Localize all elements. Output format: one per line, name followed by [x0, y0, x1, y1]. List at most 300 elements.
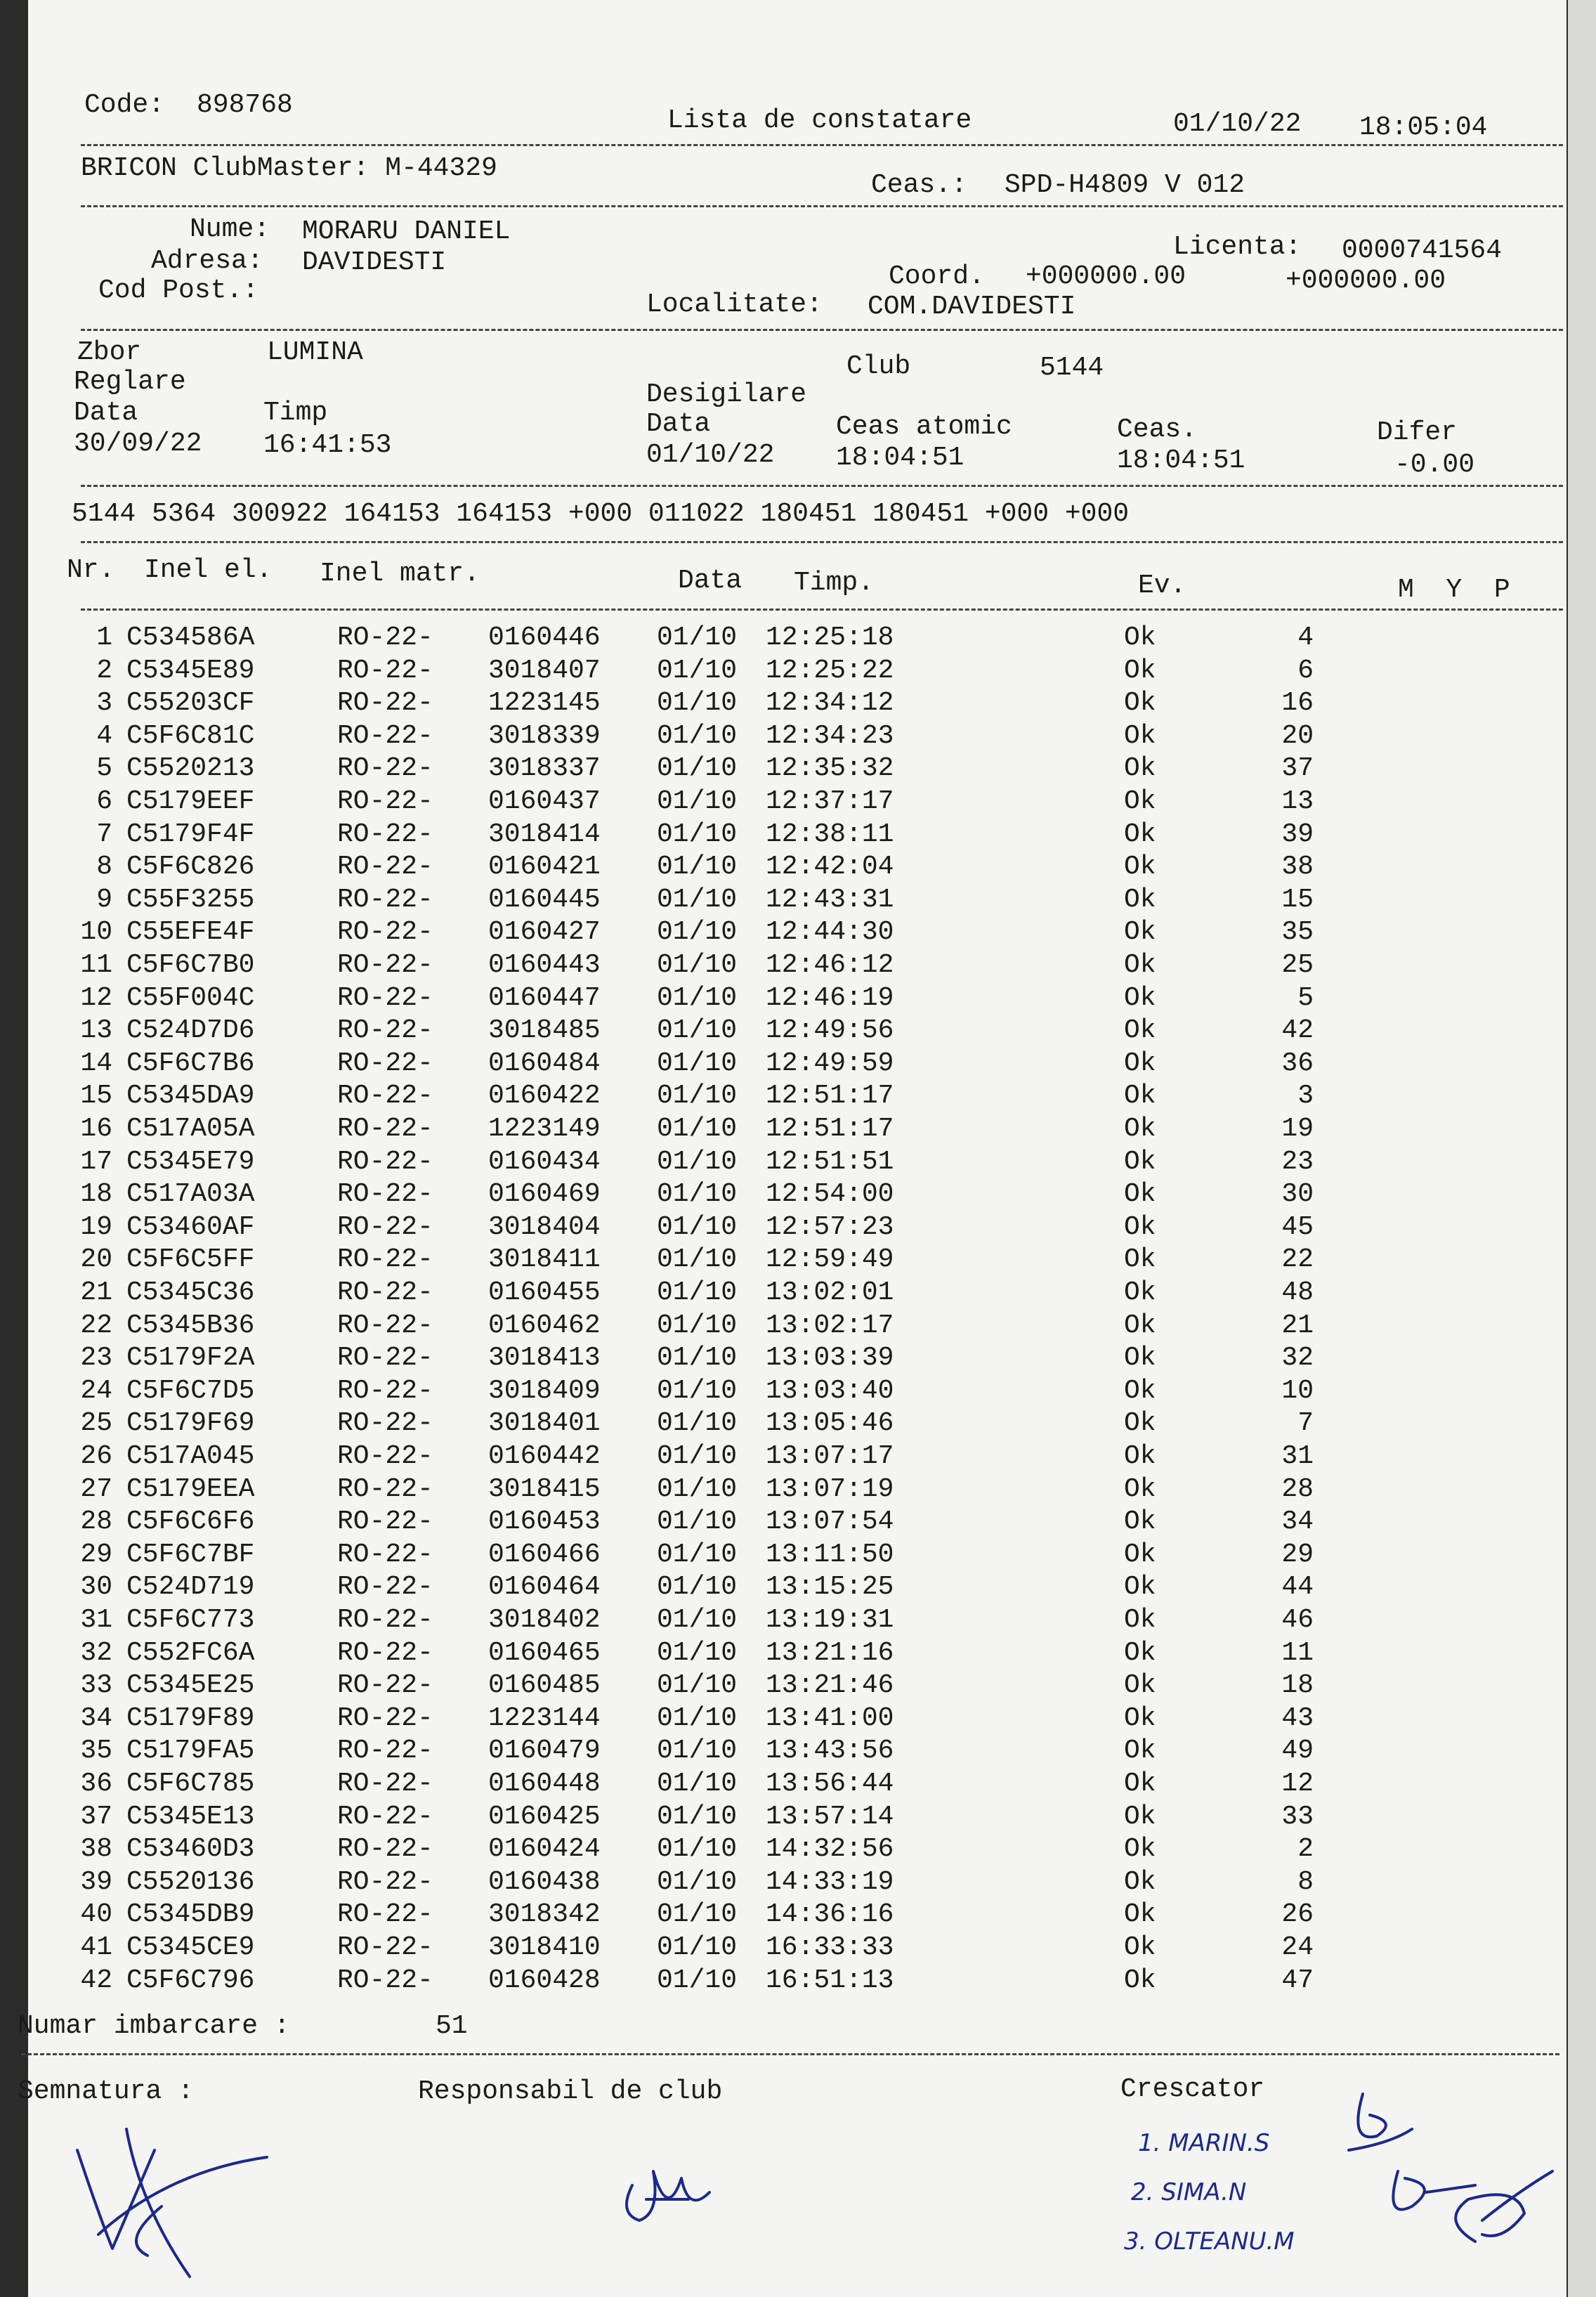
code-label: Code: [84, 90, 165, 120]
row-number: 23 [80, 1343, 112, 1374]
row-number: 29 [80, 1539, 112, 1570]
electronic-ring: C5F6C7BF [126, 1539, 255, 1570]
event-status: Ok [1124, 1473, 1156, 1504]
table-row [28, 851, 1566, 883]
ring-prefix: RO-22- [337, 1441, 433, 1471]
row-number: 21 [80, 1277, 112, 1308]
reglare-timp-label: Timp [263, 398, 328, 428]
position: 42 [1281, 1015, 1314, 1046]
table-row [28, 884, 1566, 916]
arrival-date: 01/10 [657, 982, 738, 1013]
arrival-time: 12:34:12 [766, 688, 894, 719]
arrival-date: 01/10 [657, 1244, 738, 1275]
electronic-ring: C5F6C7D5 [126, 1375, 255, 1406]
arrival-time: 13:56:44 [766, 1769, 894, 1799]
row-number: 41 [80, 1932, 112, 1963]
event-status: Ok [1124, 1736, 1156, 1766]
position: 3 [1297, 1081, 1314, 1112]
table-row [28, 819, 1566, 851]
position: 18 [1281, 1670, 1314, 1701]
electronic-ring: C5520136 [126, 1866, 255, 1897]
ring-number: 0160447 [488, 982, 601, 1013]
ring-number: 3018411 [488, 1244, 601, 1275]
event-status: Ok [1124, 1048, 1156, 1079]
arrival-date: 01/10 [657, 884, 738, 915]
position: 43 [1281, 1703, 1314, 1733]
ring-number: 0160422 [488, 1081, 601, 1112]
arrival-date: 01/10 [657, 1507, 738, 1537]
row-number: 10 [80, 917, 112, 948]
position: 22 [1281, 1244, 1314, 1275]
electronic-ring: C5F6C773 [126, 1605, 255, 1635]
event-status: Ok [1124, 1244, 1156, 1275]
position: 26 [1281, 1899, 1314, 1930]
ring-number: 0160453 [488, 1507, 601, 1537]
arrival-date: 01/10 [657, 1015, 738, 1046]
electronic-ring: C5F6C796 [126, 1965, 255, 1996]
arrival-time: 12:25:22 [766, 655, 894, 686]
table-row [28, 982, 1566, 1015]
ring-prefix: RO-22- [337, 1769, 433, 1799]
table-row [28, 1342, 1566, 1374]
ring-prefix: RO-22- [337, 982, 433, 1013]
position: 7 [1297, 1408, 1314, 1439]
desigilare-date: 01/10/22 [646, 440, 775, 470]
ring-number: 0160484 [488, 1048, 601, 1079]
print-date: 01/10/22 [1173, 109, 1302, 139]
arrival-time: 12:54:00 [766, 1179, 894, 1210]
ring-prefix: RO-22- [337, 1277, 433, 1308]
row-number: 34 [80, 1703, 112, 1733]
electronic-ring: C517A045 [126, 1441, 255, 1471]
ring-prefix: RO-22- [337, 1048, 433, 1079]
arrival-time: 13:43:56 [766, 1736, 894, 1766]
arrival-date: 01/10 [657, 1310, 738, 1341]
arrival-date: 01/10 [657, 1801, 738, 1832]
ring-prefix: RO-22- [337, 1146, 433, 1177]
column-header-ev: Ev. [1138, 571, 1186, 601]
position: 44 [1281, 1572, 1314, 1603]
ring-prefix: RO-22- [337, 1605, 433, 1635]
row-number: 28 [80, 1507, 112, 1537]
position: 47 [1281, 1965, 1314, 1996]
table-row [28, 1113, 1566, 1145]
arrival-time: 13:11:50 [766, 1539, 894, 1570]
arrival-time: 13:21:16 [766, 1637, 894, 1668]
ring-number: 0160448 [488, 1769, 601, 1799]
electronic-ring: C5345E79 [126, 1146, 255, 1177]
table-row [28, 1539, 1566, 1571]
system-info: BRICON ClubMaster: M-44329 [81, 153, 497, 183]
ring-number: 3018404 [488, 1211, 601, 1242]
electronic-ring: C517A03A [126, 1179, 255, 1210]
ring-number: 3018485 [488, 1015, 601, 1046]
ring-prefix: RO-22- [337, 655, 433, 686]
row-number: 24 [80, 1375, 112, 1406]
electronic-ring: C5345C36 [126, 1277, 255, 1308]
arrival-date: 01/10 [657, 1408, 738, 1439]
electronic-ring: C5345E89 [126, 655, 255, 686]
name-label: Nume: [190, 214, 270, 245]
ring-prefix: RO-22- [337, 917, 433, 948]
table-row [28, 1407, 1566, 1440]
ring-number: 3018415 [488, 1473, 601, 1504]
ring-prefix: RO-22- [337, 623, 433, 653]
table-row [28, 1571, 1566, 1603]
event-status: Ok [1124, 1866, 1156, 1897]
position: 29 [1281, 1539, 1314, 1570]
boarding-count: 51 [436, 2011, 468, 2041]
table-row [28, 1277, 1566, 1309]
row-number: 31 [80, 1605, 112, 1635]
arrival-time: 14:36:16 [766, 1899, 894, 1930]
electronic-ring: C55F3255 [126, 884, 255, 915]
ring-number: 1223145 [488, 688, 601, 719]
position: 32 [1281, 1343, 1314, 1374]
table-row [28, 1440, 1566, 1473]
signature-mark [56, 2108, 281, 2291]
arrival-time: 13:57:14 [766, 1801, 894, 1832]
position: 19 [1281, 1114, 1314, 1144]
arrival-date: 01/10 [657, 1048, 738, 1079]
arrival-time: 12:51:51 [766, 1146, 894, 1177]
electronic-ring: C55F004C [126, 982, 255, 1013]
club-value: 5144 [1040, 353, 1104, 383]
row-number: 22 [80, 1310, 112, 1341]
arrival-date: 01/10 [657, 720, 738, 751]
arrival-time: 12:46:19 [766, 982, 894, 1013]
electronic-ring: C517A05A [126, 1114, 255, 1144]
event-status: Ok [1124, 852, 1156, 883]
ceas-label: Ceas. [1117, 415, 1198, 445]
arrival-date: 01/10 [657, 819, 738, 850]
electronic-ring: C5179EEA [126, 1473, 255, 1504]
row-number: 8 [96, 852, 112, 883]
arrival-date: 01/10 [657, 1834, 738, 1865]
ring-prefix: RO-22- [337, 884, 433, 915]
event-status: Ok [1124, 1899, 1156, 1930]
table-row [28, 1932, 1566, 1964]
electronic-ring: C524D719 [126, 1572, 255, 1603]
event-status: Ok [1124, 819, 1156, 850]
table-row [28, 1637, 1566, 1670]
row-number: 20 [80, 1244, 112, 1275]
ring-prefix: RO-22- [337, 1244, 433, 1275]
reglare-date: 30/09/22 [74, 429, 202, 459]
ring-prefix: RO-22- [337, 1015, 433, 1046]
position: 48 [1281, 1277, 1314, 1308]
position: 2 [1297, 1834, 1314, 1865]
ring-number: 3018409 [488, 1375, 601, 1406]
electronic-ring: C5F6C785 [126, 1769, 255, 1799]
electronic-ring: C5345E25 [126, 1670, 255, 1701]
event-status: Ok [1124, 950, 1156, 980]
ring-number: 1223149 [488, 1114, 601, 1144]
electronic-ring: C5179F89 [126, 1703, 255, 1733]
row-number: 14 [80, 1048, 112, 1079]
position: 20 [1281, 720, 1314, 751]
column-header-data: Data [678, 566, 743, 596]
ring-prefix: RO-22- [337, 720, 433, 751]
row-number: 4 [96, 720, 112, 751]
event-status: Ok [1124, 1114, 1156, 1144]
ring-prefix: RO-22- [337, 1637, 433, 1668]
ring-number: 0160445 [488, 884, 601, 915]
ring-prefix: RO-22- [337, 1834, 433, 1865]
row-number: 30 [80, 1572, 112, 1603]
event-status: Ok [1124, 1081, 1156, 1112]
signature-label: Semnatura : [18, 2076, 194, 2107]
ring-number: 1223144 [488, 1703, 601, 1733]
position: 37 [1281, 753, 1314, 784]
row-number: 18 [80, 1179, 112, 1210]
table-row [28, 1833, 1566, 1866]
arrival-time: 13:07:19 [766, 1473, 894, 1504]
electronic-ring: C5F6C7B6 [126, 1048, 255, 1079]
column-header-inel-matr: Inel matr. [320, 559, 480, 589]
arrival-time: 12:34:23 [766, 720, 894, 751]
ring-number: 0160462 [488, 1310, 601, 1341]
electronic-ring: C534586A [126, 623, 255, 653]
event-status: Ok [1124, 1965, 1156, 1996]
table-row [28, 949, 1566, 982]
ring-number: 0160455 [488, 1277, 601, 1308]
event-status: Ok [1124, 982, 1156, 1013]
ring-number: 0160479 [488, 1736, 601, 1766]
divider [81, 485, 1563, 487]
position: 31 [1281, 1441, 1314, 1471]
address-label: Adresa: [151, 246, 263, 276]
arrival-date: 01/10 [657, 1670, 738, 1701]
ring-number: 3018342 [488, 1899, 601, 1930]
club-label: Club [846, 351, 911, 382]
arrival-date: 01/10 [657, 1277, 738, 1308]
position: 30 [1281, 1179, 1314, 1210]
position: 25 [1281, 950, 1314, 980]
arrival-date: 01/10 [657, 655, 738, 686]
ring-number: 0160442 [488, 1441, 601, 1471]
witness-2: 2. SIMA.N [1131, 2178, 1247, 2206]
event-status: Ok [1124, 1179, 1156, 1210]
witness-3: 3. OLTEANU.M [1124, 2227, 1295, 2256]
arrival-time: 13:19:31 [766, 1605, 894, 1635]
reglare-data-label: Data [74, 398, 138, 428]
arrival-date: 01/10 [657, 623, 738, 653]
divider [81, 205, 1563, 207]
zbor-value: LUMINA [267, 337, 363, 367]
event-status: Ok [1124, 1441, 1156, 1471]
arrival-time: 16:51:13 [766, 1965, 894, 1996]
electronic-ring: C53460D3 [126, 1834, 255, 1865]
arrival-time: 12:59:49 [766, 1244, 894, 1275]
table-row [28, 1965, 1566, 1997]
table-row [28, 1670, 1566, 1702]
witness-1: 1. MARIN.S [1138, 2129, 1270, 2157]
boarding-label: Numar imbarcare : [18, 2011, 290, 2041]
ceas-atomic-value: 18:04:51 [836, 443, 964, 473]
ring-prefix: RO-22- [337, 1965, 433, 1996]
row-number: 38 [80, 1834, 112, 1865]
table-row [28, 1310, 1566, 1342]
summary-line: 5144 5364 300922 164153 164153 +000 011022 180451 180451 +000 +000 [72, 499, 1130, 529]
position: 21 [1281, 1310, 1314, 1341]
ring-number: 0160437 [488, 786, 601, 816]
position: 16 [1281, 688, 1314, 719]
ring-prefix: RO-22- [337, 688, 433, 719]
ring-prefix: RO-22- [337, 1211, 433, 1242]
position: 12 [1281, 1769, 1314, 1799]
ring-number: 0160421 [488, 852, 601, 883]
row-number: 42 [80, 1965, 112, 1996]
event-status: Ok [1124, 1408, 1156, 1439]
arrival-date: 01/10 [657, 1637, 738, 1668]
arrival-date: 01/10 [657, 1343, 738, 1374]
event-status: Ok [1124, 1605, 1156, 1635]
divider [81, 541, 1563, 543]
row-number: 2 [96, 655, 112, 686]
event-status: Ok [1124, 1310, 1156, 1341]
table-row [28, 916, 1566, 949]
electronic-ring: C53460AF [126, 1211, 255, 1242]
electronic-ring: C5520213 [126, 753, 255, 784]
event-status: Ok [1124, 720, 1156, 751]
arrival-time: 13:03:40 [766, 1375, 894, 1406]
table-row [28, 1866, 1566, 1899]
event-status: Ok [1124, 1375, 1156, 1406]
arrival-time: 12:49:59 [766, 1048, 894, 1079]
table-row [28, 1604, 1566, 1636]
ring-number: 0160485 [488, 1670, 601, 1701]
row-number: 26 [80, 1441, 112, 1471]
postcode-label: Cod Post.: [98, 275, 259, 306]
arrival-time: 13:15:25 [766, 1572, 894, 1603]
clock-label: Ceas.: [871, 170, 967, 200]
arrival-time: 14:32:56 [766, 1834, 894, 1865]
electronic-ring: C5179EEF [126, 786, 255, 816]
column-header-timp: Timp. [794, 568, 875, 598]
arrival-time: 12:44:30 [766, 917, 894, 948]
event-status: Ok [1124, 623, 1156, 653]
ring-prefix: RO-22- [337, 950, 433, 980]
row-number: 32 [80, 1637, 112, 1668]
license-number: 0000741564 [1342, 235, 1503, 266]
arrival-time: 12:49:56 [766, 1015, 894, 1046]
club-responsible-signature [604, 2143, 731, 2241]
license-label: Licenta: [1173, 232, 1302, 262]
ring-number: 0160443 [488, 950, 601, 980]
position: 11 [1281, 1637, 1314, 1668]
event-status: Ok [1124, 917, 1156, 948]
ring-number: 3018407 [488, 655, 601, 686]
divider [81, 329, 1563, 331]
table-row [28, 687, 1566, 720]
position: 28 [1281, 1473, 1314, 1504]
desigilare-data-label: Data [646, 409, 711, 439]
event-status: Ok [1124, 1343, 1156, 1374]
event-status: Ok [1124, 1015, 1156, 1046]
row-number: 13 [80, 1015, 112, 1046]
position: 6 [1297, 655, 1314, 686]
ring-prefix: RO-22- [337, 1343, 433, 1374]
event-status: Ok [1124, 1211, 1156, 1242]
club-responsible-label: Responsabil de club [418, 2076, 723, 2107]
locality-label: Localitate: [646, 289, 823, 320]
table-row [28, 655, 1566, 687]
electronic-ring: C5F6C5FF [126, 1244, 255, 1275]
electronic-ring: C552FC6A [126, 1637, 255, 1668]
position: 35 [1281, 917, 1314, 948]
row-number: 19 [80, 1211, 112, 1242]
row-number: 33 [80, 1670, 112, 1701]
ceas-value: 18:04:51 [1117, 445, 1245, 476]
position: 45 [1281, 1211, 1314, 1242]
ring-prefix: RO-22- [337, 1670, 433, 1701]
ring-prefix: RO-22- [337, 753, 433, 784]
ring-prefix: RO-22- [337, 1866, 433, 1897]
arrival-time: 13:21:46 [766, 1670, 894, 1701]
ring-number: 3018414 [488, 819, 601, 850]
position: 10 [1281, 1375, 1314, 1406]
table-row [28, 1015, 1566, 1047]
event-status: Ok [1124, 1703, 1156, 1733]
arrival-date: 01/10 [657, 1441, 738, 1471]
position: 36 [1281, 1048, 1314, 1079]
event-status: Ok [1124, 1146, 1156, 1177]
position: 5 [1297, 982, 1314, 1013]
arrival-time: 13:41:00 [766, 1703, 894, 1733]
electronic-ring: C524D7D6 [126, 1015, 255, 1046]
event-status: Ok [1124, 884, 1156, 915]
position: 34 [1281, 1507, 1314, 1537]
electronic-ring: C5F6C826 [126, 852, 255, 883]
arrival-date: 01/10 [657, 852, 738, 883]
event-status: Ok [1124, 1277, 1156, 1308]
ring-prefix: RO-22- [337, 852, 433, 883]
arrival-time: 12:43:31 [766, 884, 894, 915]
arrival-time: 13:05:46 [766, 1408, 894, 1439]
arrival-time: 12:46:12 [766, 950, 894, 980]
arrival-date: 01/10 [657, 786, 738, 816]
ring-prefix: RO-22- [337, 819, 433, 850]
owner-name: MORARU DANIEL [302, 216, 511, 247]
table-row [28, 1178, 1566, 1211]
event-status: Ok [1124, 1801, 1156, 1832]
arrival-time: 12:35:32 [766, 753, 894, 784]
arrival-date: 01/10 [657, 688, 738, 719]
position: 15 [1281, 884, 1314, 915]
arrival-time: 12:42:04 [766, 852, 894, 883]
ring-prefix: RO-22- [337, 1081, 433, 1112]
breeder-signatures [1307, 2080, 1559, 2277]
ring-prefix: RO-22- [337, 1507, 433, 1537]
table-row [28, 720, 1566, 753]
arrival-date: 01/10 [657, 1899, 738, 1930]
ring-number: 0160446 [488, 623, 601, 653]
arrival-date: 01/10 [657, 1375, 738, 1406]
ring-number: 0160469 [488, 1179, 601, 1210]
row-number: 5 [96, 753, 112, 784]
arrival-date: 01/10 [657, 917, 738, 948]
table-row [28, 1801, 1566, 1833]
ring-prefix: RO-22- [337, 1375, 433, 1406]
electronic-ring: C5345E13 [126, 1801, 255, 1832]
table-row [28, 1703, 1566, 1735]
arrival-date: 01/10 [657, 1473, 738, 1504]
ring-prefix: RO-22- [337, 1932, 433, 1963]
arrival-date: 01/10 [657, 1146, 738, 1177]
table-row [28, 1375, 1566, 1407]
arrival-date: 01/10 [657, 1572, 738, 1603]
